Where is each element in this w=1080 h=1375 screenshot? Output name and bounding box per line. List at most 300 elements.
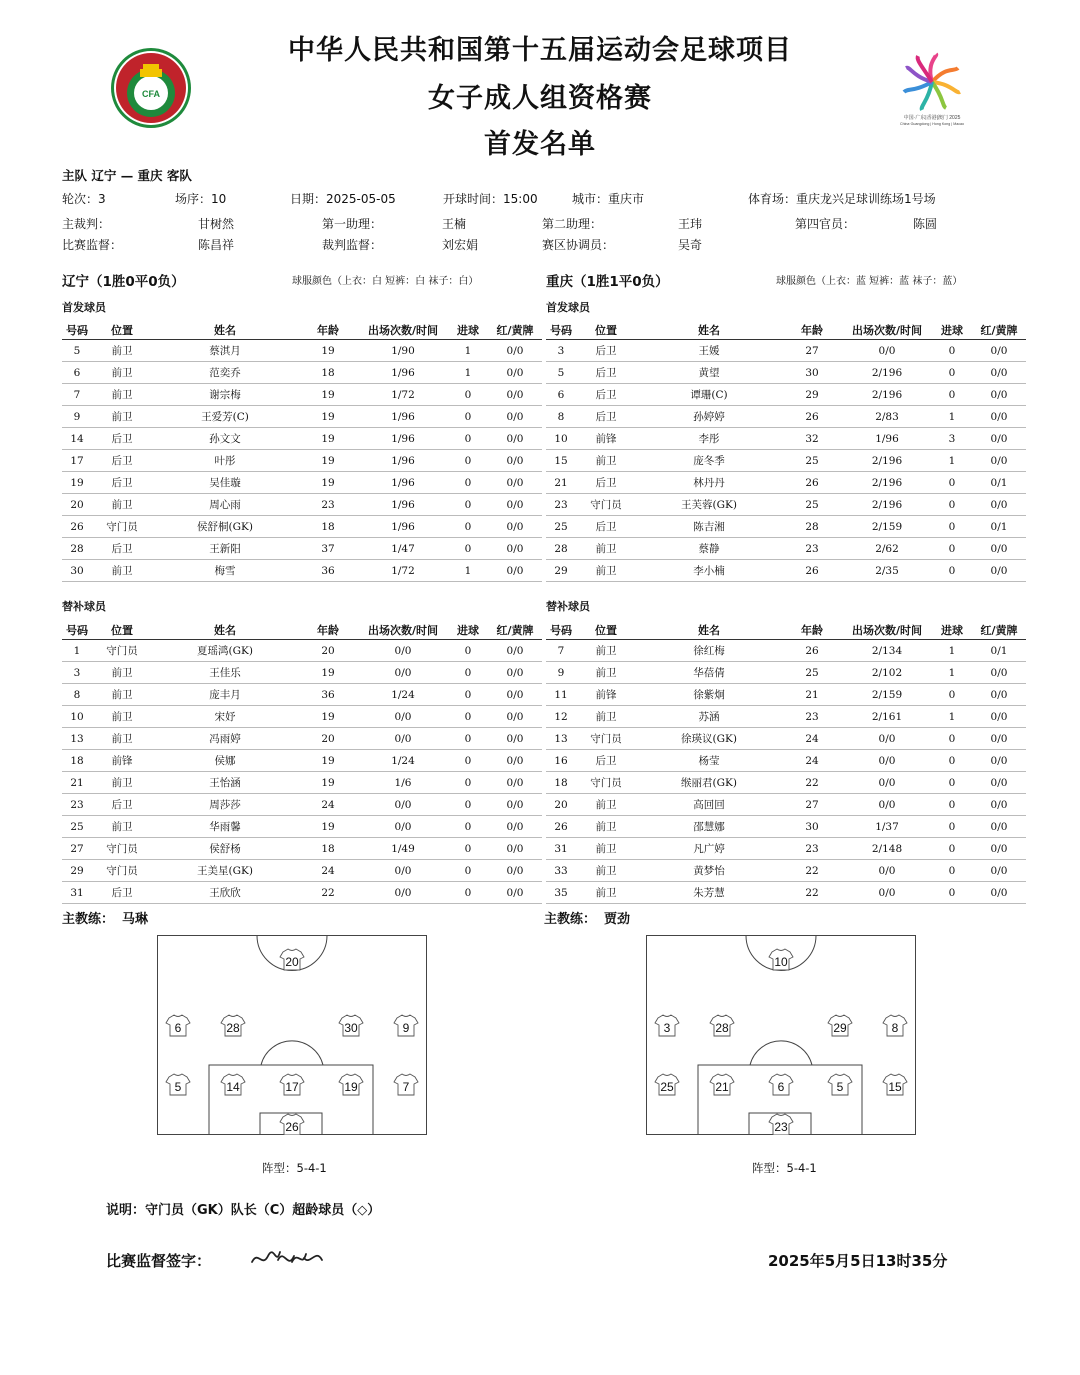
cell-name: 冯雨婷	[152, 728, 298, 750]
column-header-appearances: 出场次数/时间	[358, 321, 448, 340]
player-shirt	[710, 1074, 734, 1095]
cell-number: 29	[62, 860, 92, 882]
cell-name: 周心雨	[152, 494, 298, 516]
table-row	[62, 428, 542, 450]
cell-name: 高回回	[636, 794, 782, 816]
cell-number: 10	[62, 706, 92, 728]
cell-cards: 0/0	[488, 640, 542, 662]
column-header-cards: 红/黄牌	[488, 321, 542, 340]
cell-position: 前卫	[576, 640, 636, 662]
cell-cards: 0/0	[488, 794, 542, 816]
table-row	[62, 494, 542, 516]
cell-position: 前卫	[92, 728, 152, 750]
cell-age: 26	[782, 560, 842, 582]
shirt-number: 28	[715, 1021, 729, 1035]
cell-appearances: 1/24	[358, 684, 448, 706]
cell-number: 5	[62, 340, 92, 362]
cell-position: 前卫	[576, 794, 636, 816]
player-shirt	[166, 1074, 190, 1095]
cell-cards: 0/1	[972, 472, 1026, 494]
cell-cards: 0/0	[972, 662, 1026, 684]
cell-goals: 0	[448, 750, 488, 772]
referee-assessor-label: 裁判监督：	[322, 238, 383, 252]
column-header-position: 位置	[576, 321, 636, 340]
cell-age: 24	[782, 750, 842, 772]
home-subs-table	[62, 621, 542, 904]
supervisor-signature	[248, 1244, 326, 1272]
cfa-logo	[110, 47, 192, 129]
cell-goals: 1	[932, 406, 972, 428]
cell-goals: 0	[448, 640, 488, 662]
cell-number: 21	[546, 472, 576, 494]
cell-goals: 0	[932, 472, 972, 494]
table-row	[546, 706, 1026, 728]
ar2: 王玮	[678, 217, 703, 231]
cell-age: 19	[298, 662, 358, 684]
cell-cards: 0/0	[488, 860, 542, 882]
fourth-official-label: 第四官员：	[795, 217, 856, 231]
table-row	[546, 750, 1026, 772]
cell-number: 7	[546, 640, 576, 662]
table-row	[62, 662, 542, 684]
player-shirt	[769, 1074, 793, 1095]
cell-name: 华蓓倩	[636, 662, 782, 684]
shirt-number: 21	[715, 1080, 729, 1094]
cell-cards: 0/0	[972, 560, 1026, 582]
cell-cards: 0/0	[488, 450, 542, 472]
cell-name: 蔡淇月	[152, 340, 298, 362]
cell-position: 后卫	[576, 362, 636, 384]
cell-number: 14	[62, 428, 92, 450]
cell-cards: 0/0	[488, 428, 542, 450]
cell-name: 梅雪	[152, 560, 298, 582]
ar1-label: 第一助理：	[322, 217, 383, 231]
cell-age: 19	[298, 428, 358, 450]
cell-age: 23	[782, 538, 842, 560]
cell-age: 19	[298, 772, 358, 794]
cell-cards: 0/0	[972, 860, 1026, 882]
cell-cards: 0/0	[488, 838, 542, 860]
table-row	[62, 750, 542, 772]
home-formation: 阵型：5-4-1	[262, 1161, 327, 1175]
cell-name: 杨莹	[636, 750, 782, 772]
cell-age: 22	[298, 882, 358, 904]
cell-goals: 0	[448, 494, 488, 516]
table-row	[62, 406, 542, 428]
cell-age: 19	[298, 406, 358, 428]
cell-position: 后卫	[92, 794, 152, 816]
column-header-cards: 红/黄牌	[972, 621, 1026, 640]
doc-heading: 首发名单	[484, 129, 596, 160]
cell-number: 5	[546, 362, 576, 384]
cell-appearances: 1/37	[842, 816, 932, 838]
cell-name: 王新阳	[152, 538, 298, 560]
cell-age: 21	[782, 684, 842, 706]
table-row	[546, 538, 1026, 560]
cell-age: 25	[782, 494, 842, 516]
ar1: 王楠	[442, 217, 467, 231]
cell-age: 27	[782, 340, 842, 362]
cell-appearances: 0/0	[842, 794, 932, 816]
cell-position: 前锋	[576, 428, 636, 450]
player-shirt	[655, 1074, 679, 1095]
doc-subtitle: 女子成人组资格赛	[428, 83, 652, 114]
cell-goals: 1	[448, 340, 488, 362]
home-coach-label: 主教练：	[62, 912, 115, 927]
cell-name: 朱芳慧	[636, 882, 782, 904]
cell-appearances: 1/47	[358, 538, 448, 560]
cell-appearances: 2/196	[842, 384, 932, 406]
away-formation-pitch	[646, 935, 916, 1135]
cell-name: 周莎莎	[152, 794, 298, 816]
table-row	[62, 860, 542, 882]
cell-cards: 0/0	[488, 882, 542, 904]
cell-position: 守门员	[92, 640, 152, 662]
away-kit-colors: 球服颜色（上衣：蓝 短裤：蓝 袜子：蓝）	[776, 276, 963, 287]
cell-position: 前卫	[92, 362, 152, 384]
cell-appearances: 2/148	[842, 838, 932, 860]
cell-number: 23	[62, 794, 92, 816]
cell-appearances: 1/72	[358, 384, 448, 406]
cell-number: 10	[546, 428, 576, 450]
cell-number: 23	[546, 494, 576, 516]
cell-number: 15	[546, 450, 576, 472]
cell-number: 11	[546, 684, 576, 706]
cell-name: 华雨馨	[152, 816, 298, 838]
cell-age: 18	[298, 516, 358, 538]
cell-appearances: 1/96	[358, 472, 448, 494]
cell-goals: 0	[932, 494, 972, 516]
cell-cards: 0/0	[488, 684, 542, 706]
cell-appearances: 2/83	[842, 406, 932, 428]
cell-number: 20	[62, 494, 92, 516]
table-row	[546, 794, 1026, 816]
cell-goals: 0	[448, 384, 488, 406]
cell-position: 守门员	[92, 516, 152, 538]
cell-name: 孙婷婷	[636, 406, 782, 428]
cell-age: 26	[782, 640, 842, 662]
table-row	[62, 472, 542, 494]
cell-cards: 0/0	[972, 494, 1026, 516]
cell-appearances: 1/96	[358, 494, 448, 516]
cell-name: 陈吉湘	[636, 516, 782, 538]
home-starters-table	[62, 321, 542, 582]
cell-goals: 0	[448, 772, 488, 794]
column-header-position: 位置	[92, 321, 152, 340]
cell-cards: 0/0	[488, 494, 542, 516]
column-header-age: 年龄	[298, 321, 358, 340]
cell-name: 王佳乐	[152, 662, 298, 684]
shirt-number: 7	[402, 1080, 410, 1094]
column-header-cards: 红/黄牌	[488, 621, 542, 640]
away-coach-label: 主教练：	[544, 912, 597, 927]
cell-name: 侯娜	[152, 750, 298, 772]
cell-number: 8	[62, 684, 92, 706]
cell-name: 侯舒桐(GK)	[152, 516, 298, 538]
cell-name: 徐红梅	[636, 640, 782, 662]
cell-goals: 0	[932, 538, 972, 560]
cell-goals: 0	[932, 882, 972, 904]
cell-age: 26	[782, 406, 842, 428]
cell-age: 32	[782, 428, 842, 450]
player-shirt	[221, 1074, 245, 1095]
ar2-label: 第二助理：	[542, 217, 603, 231]
cell-age: 23	[782, 706, 842, 728]
player-shirt	[280, 949, 304, 970]
cell-cards: 0/0	[972, 340, 1026, 362]
player-shirt	[828, 1015, 852, 1036]
cell-appearances: 0/0	[358, 640, 448, 662]
cell-number: 16	[546, 750, 576, 772]
cell-goals: 0	[932, 560, 972, 582]
match-date: 日期：2025-05-05	[290, 192, 396, 206]
cell-number: 20	[546, 794, 576, 816]
cell-number: 6	[546, 384, 576, 406]
cell-appearances: 2/196	[842, 494, 932, 516]
cell-age: 19	[298, 450, 358, 472]
table-row	[546, 772, 1026, 794]
cell-cards: 0/0	[972, 428, 1026, 450]
cell-name: 叶彤	[152, 450, 298, 472]
cell-goals: 0	[448, 684, 488, 706]
cell-position: 前卫	[92, 662, 152, 684]
cell-position: 后卫	[576, 384, 636, 406]
player-shirt	[769, 1114, 793, 1135]
shirt-number: 8	[891, 1021, 899, 1035]
shirt-number: 6	[174, 1021, 182, 1035]
cell-cards: 0/0	[488, 750, 542, 772]
cell-name: 黄梦怡	[636, 860, 782, 882]
cell-goals: 0	[932, 516, 972, 538]
cell-age: 36	[298, 560, 358, 582]
cell-cards: 0/0	[488, 538, 542, 560]
player-shirt	[280, 1074, 304, 1095]
cell-appearances: 1/6	[358, 772, 448, 794]
cell-position: 前卫	[576, 882, 636, 904]
cell-appearances: 2/159	[842, 516, 932, 538]
cell-number: 31	[546, 838, 576, 860]
shirt-number: 5	[836, 1080, 844, 1094]
cell-goals: 0	[932, 816, 972, 838]
cell-age: 24	[298, 794, 358, 816]
cell-appearances: 0/0	[842, 860, 932, 882]
shirt-number: 26	[285, 1120, 299, 1134]
cell-cards: 0/0	[488, 384, 542, 406]
cell-name: 王怡涵	[152, 772, 298, 794]
cell-number: 28	[546, 538, 576, 560]
shirt-number: 3	[663, 1021, 671, 1035]
cell-cards: 0/0	[972, 772, 1026, 794]
cell-cards: 0/0	[488, 816, 542, 838]
cell-appearances: 2/161	[842, 706, 932, 728]
kickoff-time: 开球时间：15:00	[443, 192, 538, 206]
cell-name: 李小楠	[636, 560, 782, 582]
cell-cards: 0/0	[488, 340, 542, 362]
column-header-appearances: 出场次数/时间	[842, 321, 932, 340]
away-starters-table	[546, 321, 1026, 582]
table-row	[62, 384, 542, 406]
cell-position: 前卫	[576, 662, 636, 684]
cell-appearances: 0/0	[358, 860, 448, 882]
cell-goals: 0	[932, 838, 972, 860]
cell-cards: 0/0	[972, 684, 1026, 706]
cell-name: 王爱芳(C)	[152, 406, 298, 428]
cell-age: 24	[782, 728, 842, 750]
shirt-number: 5	[174, 1080, 182, 1094]
table-row	[62, 640, 542, 662]
player-shirt	[883, 1074, 907, 1095]
shirt-number: 15	[888, 1080, 902, 1094]
column-header-goals: 进球	[448, 321, 488, 340]
table-row	[62, 882, 542, 904]
cell-number: 33	[546, 860, 576, 882]
cell-appearances: 2/196	[842, 472, 932, 494]
cell-position: 后卫	[576, 472, 636, 494]
cell-name: 孙文文	[152, 428, 298, 450]
cell-number: 28	[62, 538, 92, 560]
column-header-name: 姓名	[636, 621, 782, 640]
table-row	[62, 516, 542, 538]
cell-cards: 0/0	[488, 362, 542, 384]
table-row	[62, 838, 542, 860]
cell-age: 19	[298, 750, 358, 772]
referee-label: 主裁判：	[62, 217, 111, 231]
cell-position: 前卫	[92, 816, 152, 838]
cell-age: 19	[298, 472, 358, 494]
shirt-number: 20	[285, 955, 299, 969]
cell-position: 后卫	[576, 516, 636, 538]
cell-cards: 0/0	[972, 816, 1026, 838]
player-shirt	[769, 949, 793, 970]
cell-number: 1	[62, 640, 92, 662]
table-row	[546, 640, 1026, 662]
player-shirt	[280, 1114, 304, 1135]
cell-name: 黄望	[636, 362, 782, 384]
cell-position: 守门员	[92, 838, 152, 860]
cell-cards: 0/1	[972, 516, 1026, 538]
cell-age: 18	[298, 362, 358, 384]
legend-note: 说明：守门员（GK）队长（C）超龄球员（◇）	[106, 1203, 381, 1218]
column-header-name: 姓名	[636, 321, 782, 340]
column-header-number: 号码	[62, 321, 92, 340]
cell-goals: 0	[448, 662, 488, 684]
table-row	[546, 662, 1026, 684]
cell-number: 29	[546, 560, 576, 582]
cell-cards: 0/0	[488, 516, 542, 538]
cell-position: 前锋	[576, 684, 636, 706]
cell-appearances: 1/24	[358, 750, 448, 772]
cell-number: 8	[546, 406, 576, 428]
shirt-number: 17	[285, 1080, 299, 1094]
table-row	[546, 450, 1026, 472]
cell-number: 12	[546, 706, 576, 728]
table-row	[546, 882, 1026, 904]
cell-age: 26	[782, 472, 842, 494]
cell-goals: 0	[448, 450, 488, 472]
table-row	[62, 706, 542, 728]
cell-age: 20	[298, 728, 358, 750]
cell-name: 苏涵	[636, 706, 782, 728]
cell-cards: 0/0	[488, 560, 542, 582]
cell-age: 22	[782, 772, 842, 794]
cell-position: 前卫	[576, 860, 636, 882]
cell-name: 凡广婷	[636, 838, 782, 860]
cell-age: 22	[782, 882, 842, 904]
cell-cards: 0/0	[488, 772, 542, 794]
cell-number: 27	[62, 838, 92, 860]
cell-age: 30	[782, 816, 842, 838]
player-shirt	[828, 1074, 852, 1095]
cell-goals: 1	[932, 662, 972, 684]
teams-label: 主队 辽宁 — 重庆 客队	[62, 168, 192, 183]
cell-age: 29	[782, 384, 842, 406]
cell-goals: 0	[448, 538, 488, 560]
table-row	[62, 684, 542, 706]
home-formation-pitch	[157, 935, 427, 1135]
column-header-age: 年龄	[782, 621, 842, 640]
cell-appearances: 1/96	[358, 450, 448, 472]
cell-position: 后卫	[576, 750, 636, 772]
match-number: 场序：10	[175, 192, 227, 206]
shirt-number: 14	[226, 1080, 240, 1094]
referee-assessor: 刘宏娟	[442, 238, 479, 252]
player-shirt	[655, 1015, 679, 1036]
player-shirt	[221, 1015, 245, 1036]
away-subs-table	[546, 621, 1026, 904]
cell-name: 李彤	[636, 428, 782, 450]
cell-goals: 1	[932, 640, 972, 662]
cell-number: 25	[62, 816, 92, 838]
away-coach: 贾劲	[604, 912, 631, 927]
home-kit-colors: 球服颜色（上衣：白 短裤：白 袜子：白）	[292, 276, 479, 287]
cell-appearances: 2/196	[842, 450, 932, 472]
table-row	[546, 860, 1026, 882]
cell-appearances: 0/0	[358, 728, 448, 750]
cell-number: 9	[62, 406, 92, 428]
cell-age: 22	[782, 860, 842, 882]
away-starters-label: 首发球员	[546, 301, 590, 314]
table-row	[62, 450, 542, 472]
column-header-number: 号码	[62, 621, 92, 640]
player-shirt	[166, 1015, 190, 1036]
shirt-number: 6	[777, 1080, 785, 1094]
shirt-number: 29	[833, 1021, 847, 1035]
cell-cards: 0/0	[972, 728, 1026, 750]
shirt-number: 9	[402, 1021, 410, 1035]
cell-age: 28	[782, 516, 842, 538]
player-shirt	[394, 1074, 418, 1095]
table-row	[546, 516, 1026, 538]
cell-name: 徐紫炯	[636, 684, 782, 706]
cell-position: 守门员	[92, 860, 152, 882]
table-row	[62, 772, 542, 794]
cell-position: 前卫	[576, 560, 636, 582]
cell-appearances: 0/0	[358, 794, 448, 816]
cell-age: 25	[782, 662, 842, 684]
cell-appearances: 2/102	[842, 662, 932, 684]
cell-cards: 0/0	[972, 838, 1026, 860]
cell-age: 37	[298, 538, 358, 560]
cell-position: 守门员	[576, 728, 636, 750]
cell-appearances: 0/0	[842, 882, 932, 904]
cell-number: 25	[546, 516, 576, 538]
cell-appearances: 1/90	[358, 340, 448, 362]
cell-appearances: 0/0	[358, 706, 448, 728]
fourth-official: 陈圆	[913, 217, 938, 231]
cell-name: 宋妤	[152, 706, 298, 728]
cell-position: 前锋	[92, 750, 152, 772]
cell-name: 庞冬季	[636, 450, 782, 472]
